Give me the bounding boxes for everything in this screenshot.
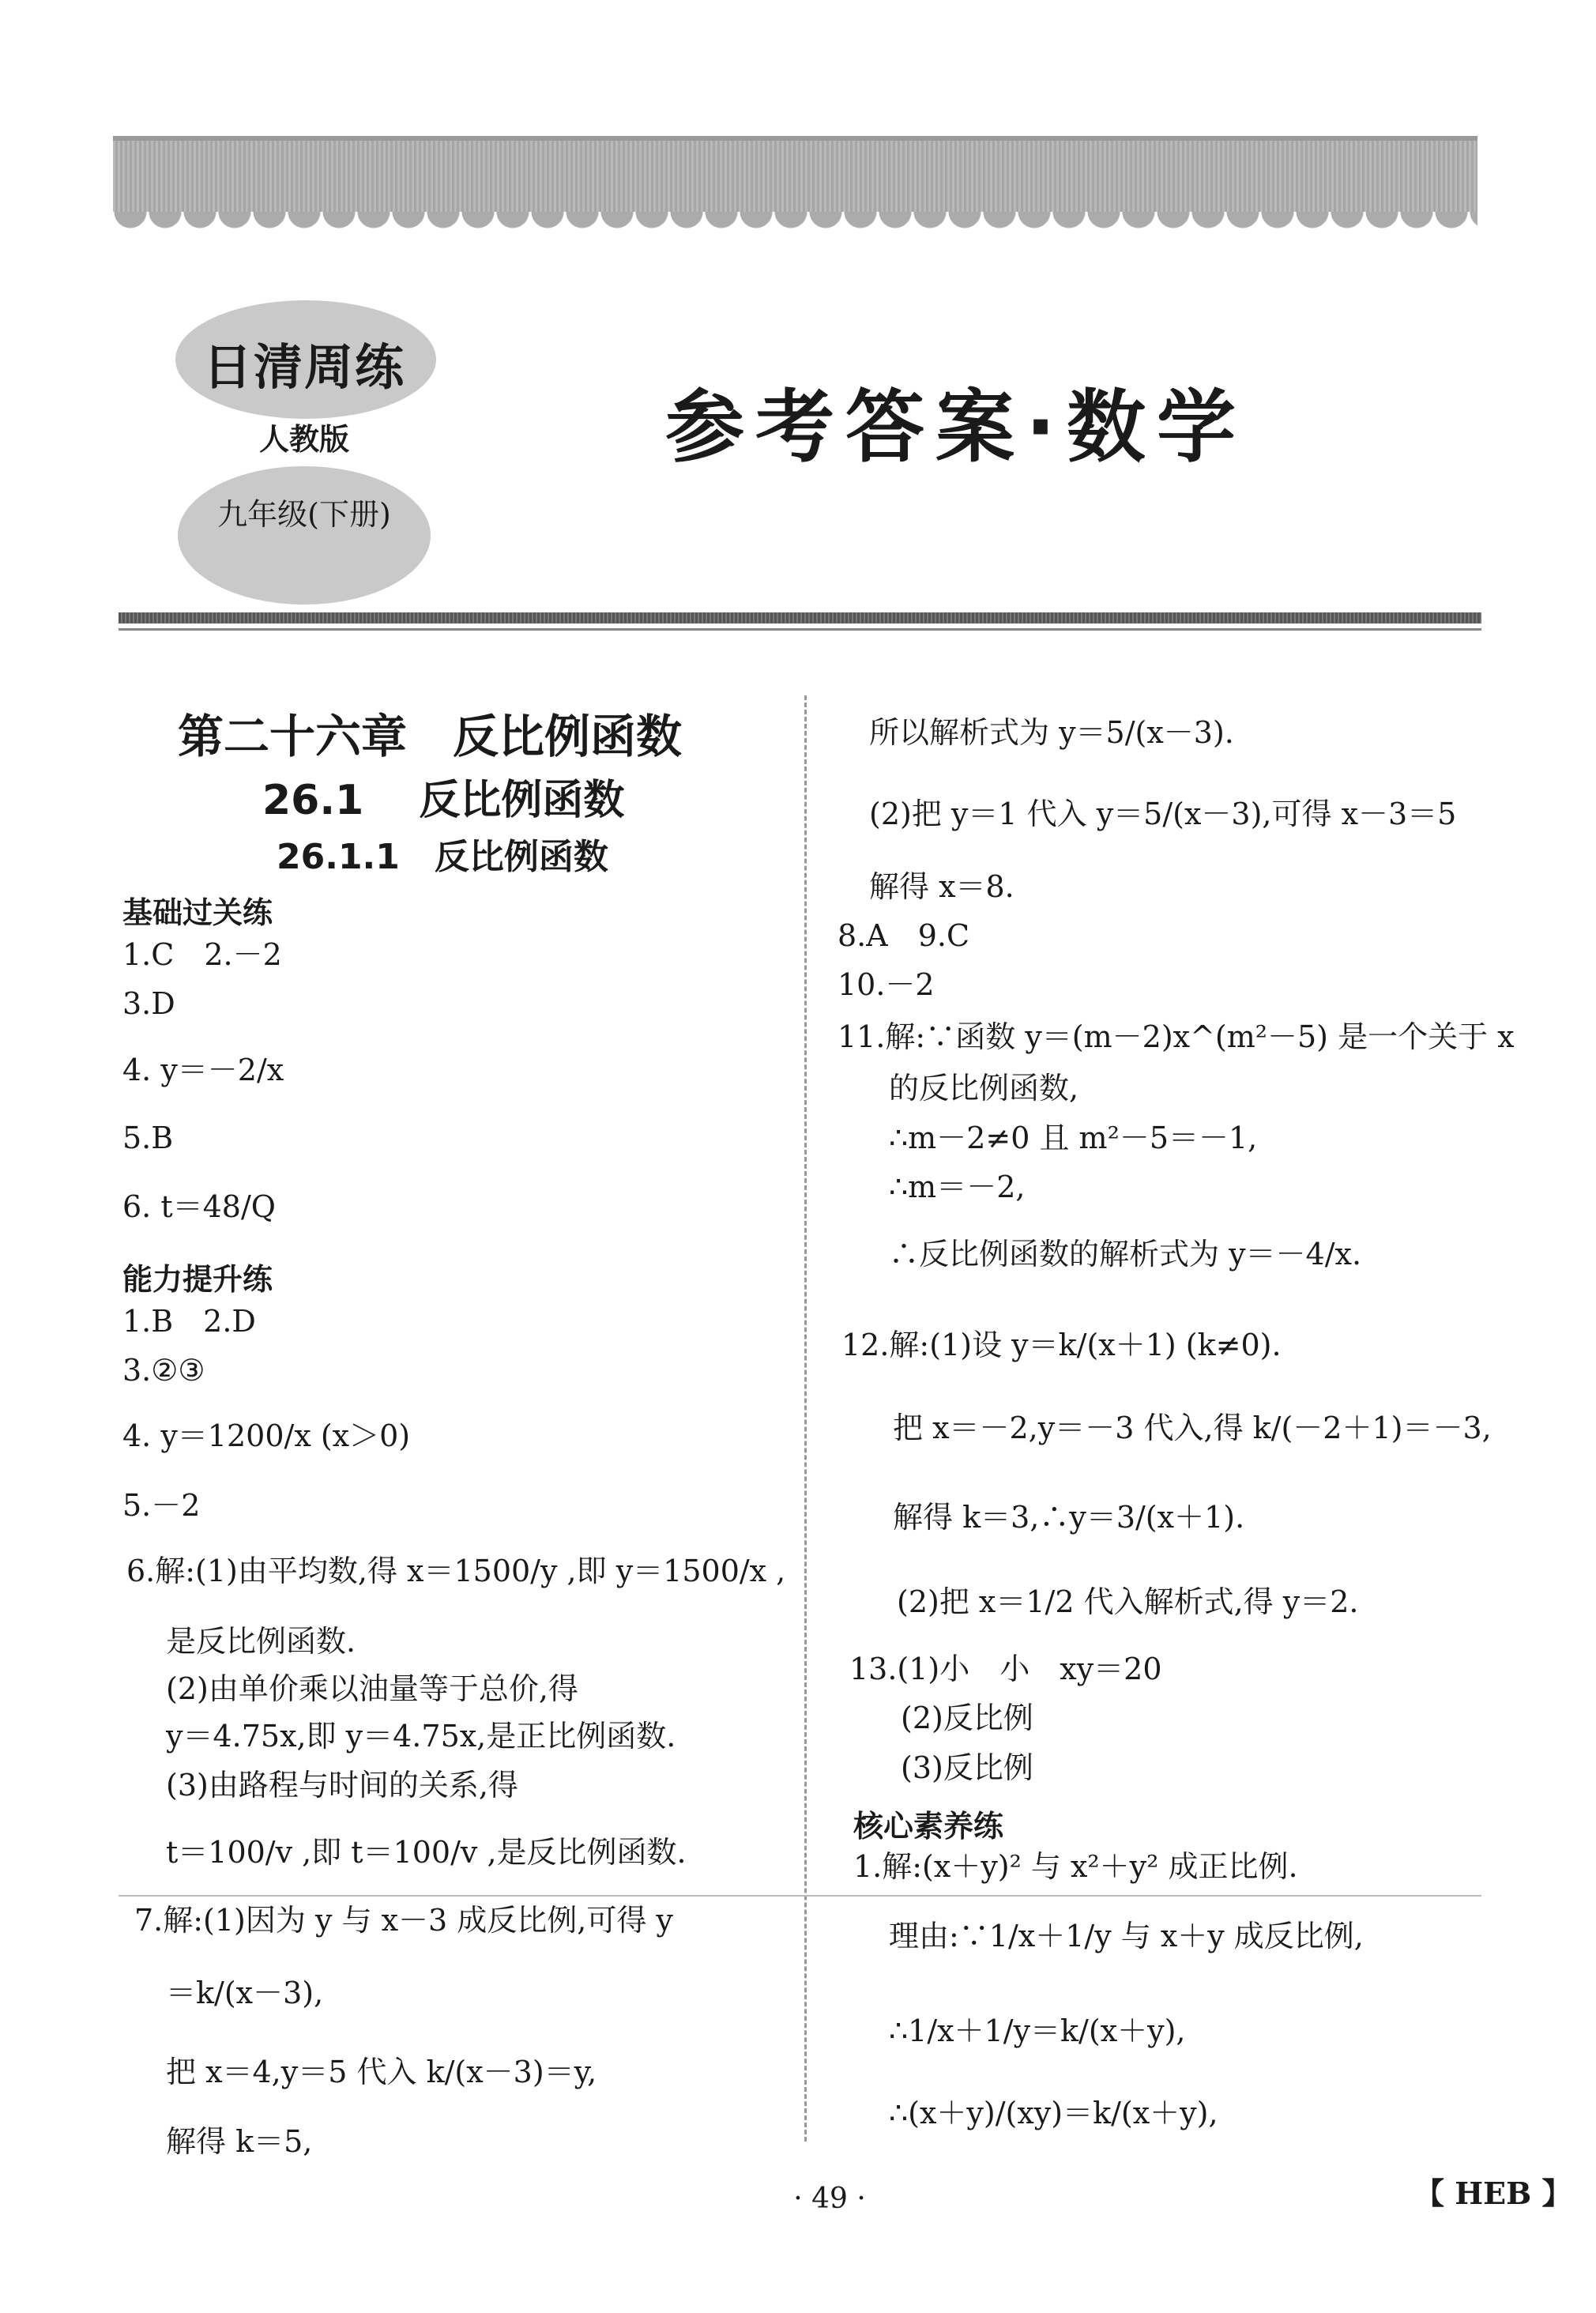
answer-line: ∴反比例函数的解析式为 y＝－4/x.	[889, 1237, 1362, 1271]
answer-line: 理由:∵1/x＋1/y 与 x＋y 成反比例,	[889, 1919, 1364, 1953]
chapter-title: 第二十六章 反比例函数	[178, 710, 683, 763]
header-scallop-border	[113, 212, 1477, 247]
answer-line: ∴1/x＋1/y＝k/(x＋y),	[889, 2014, 1186, 2048]
answer-line: 解得 k＝3,∴y＝3/(x＋1).	[893, 1500, 1245, 1535]
answer-line: 6.解:(1)由平均数,得 x＝1500/y ,即 y＝1500/x ,	[126, 1554, 786, 1588]
answer-line: 13.(1)小 小 xy＝20	[849, 1652, 1162, 1686]
brand-name: 日清周练	[202, 338, 405, 396]
answer-line: 1.C 2.－2	[122, 937, 282, 972]
header-rule	[119, 612, 1481, 623]
publisher-code: 【 HEB 】	[1414, 2176, 1572, 2211]
answer-line: (2)由单价乘以油量等于总价,得	[166, 1671, 578, 1706]
answer-line: 把 x＝4,y＝5 代入 k/(x－3)＝y,	[166, 2055, 597, 2089]
answer-line: 6. t＝48/Q	[122, 1189, 276, 1224]
section-title: 26.1 反比例函数	[262, 777, 625, 824]
answer-line: 4. y＝1200/x (x＞0)	[122, 1418, 411, 1453]
answer-line: 所以解析式为 y＝5/(x－3).	[869, 715, 1234, 750]
brand-circle-bottom	[178, 466, 431, 605]
answer-line: ∴(x＋y)/(xy)＝k/(x＋y),	[889, 2096, 1218, 2130]
answer-line: 7.解:(1)因为 y 与 x－3 成反比例,可得 y	[134, 1903, 673, 1938]
answer-line: (3)由路程与时间的关系,得	[166, 1768, 518, 1803]
category-heading: 核心素养练	[853, 1809, 1004, 1844]
page-number: · 49 ·	[793, 2183, 866, 2215]
category-heading: 能力提升练	[122, 1262, 273, 1297]
answer-line: (2)反比例	[901, 1701, 1033, 1735]
answer-line: 1.解:(x＋y)² 与 x²＋y² 成正比例.	[853, 1849, 1298, 1884]
answer-line: 4. y＝－2/x	[122, 1053, 284, 1087]
grade-label: 九年级(下册)	[217, 497, 391, 532]
answer-line: ∴m＝－2,	[889, 1170, 1026, 1204]
answer-line: 5.－2	[122, 1488, 201, 1523]
answer-line: (3)反比例	[901, 1750, 1033, 1785]
answer-line: 解得 k＝5,	[166, 2124, 313, 2159]
answer-line: 8.A 9.C	[838, 918, 970, 953]
category-heading: 基础过关练	[122, 895, 273, 930]
answer-line: (2)把 y＝1 代入 y＝5/(x－3),可得 x－3＝5	[869, 797, 1457, 831]
header-band	[113, 141, 1477, 212]
edition-label: 人教版	[258, 422, 349, 457]
subsection-title: 26.1.1 反比例函数	[277, 837, 608, 877]
answer-line: 3.②③	[122, 1353, 205, 1388]
answer-line: y＝4.75x,即 y＝4.75x,是正比例函数.	[166, 1719, 676, 1754]
answer-line: ∴m－2≠0 且 m²－5＝－1,	[889, 1121, 1258, 1155]
answer-line: 的反比例函数,	[889, 1071, 1079, 1106]
answer-line: 12.解:(1)设 y＝k/(x＋1) (k≠0).	[841, 1328, 1282, 1362]
answer-line: 5.B	[122, 1121, 174, 1155]
section-separator	[119, 1895, 1481, 1897]
answer-line: 1.B 2.D	[122, 1304, 256, 1339]
answer-line: 10.－2	[838, 967, 935, 1002]
answer-line: 是反比例函数.	[166, 1624, 356, 1659]
column-divider	[804, 695, 807, 2142]
answer-line: 3.D	[122, 986, 175, 1021]
answer-line: 11.解:∵函数 y＝(m－2)x^(m²－5) 是一个关于 x	[838, 1019, 1515, 1054]
header-rule-thin	[119, 628, 1481, 631]
answer-line: ＝k/(x－3),	[166, 1976, 324, 2010]
answer-line: 解得 x＝8.	[869, 869, 1014, 904]
page-title: 参考答案·数学	[665, 381, 1247, 473]
answer-line: (2)把 x＝1/2 代入解析式,得 y＝2.	[897, 1584, 1359, 1619]
answer-line: t＝100/v ,即 t＝100/v ,是反比例函数.	[166, 1835, 687, 1870]
answer-line: 把 x＝－2,y＝－3 代入,得 k/(－2＋1)＝－3,	[893, 1411, 1492, 1445]
